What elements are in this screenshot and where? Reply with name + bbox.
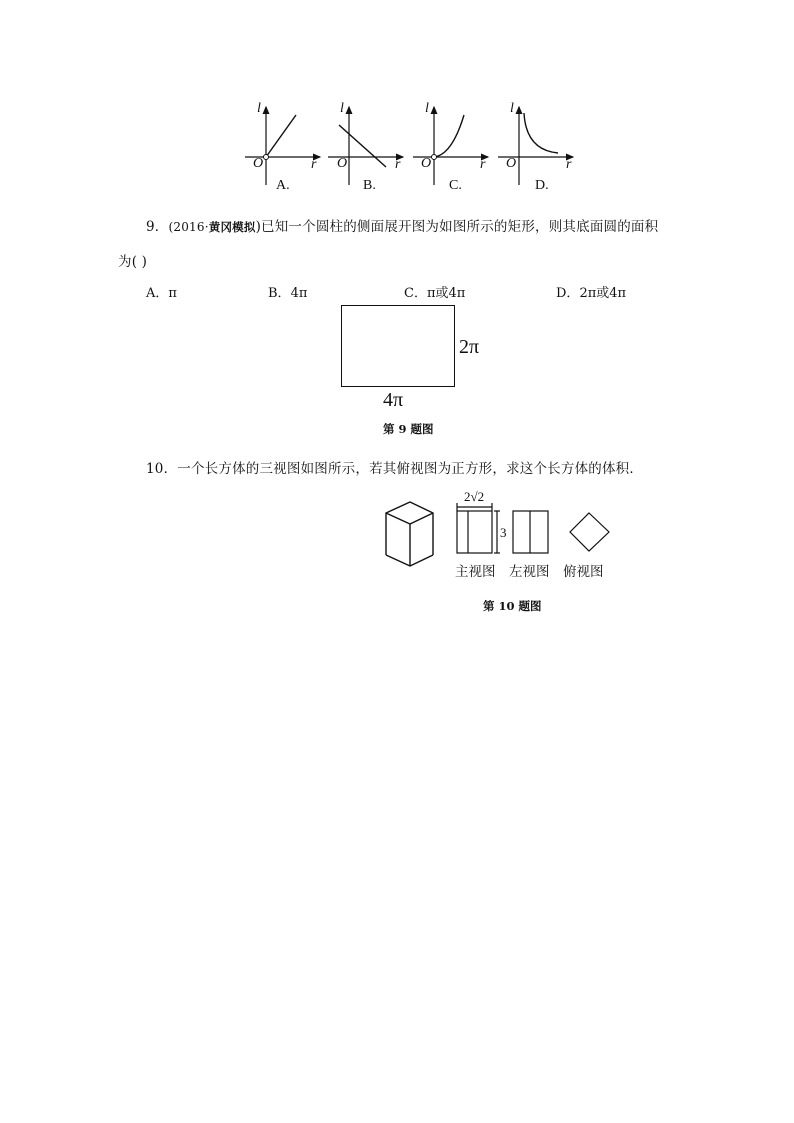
q9-line1	[146, 215, 658, 235]
graph-c	[413, 107, 488, 185]
q9-option-c: C．π或4π	[404, 286, 466, 301]
q10-number: 10．	[146, 461, 178, 477]
q9-source-place: 黄冈模拟	[208, 220, 256, 234]
q9-rect-width-label: 4π	[383, 389, 404, 411]
q9-text-line2: 为( )	[118, 254, 148, 270]
top-view-drawing	[570, 513, 609, 551]
q9-option-b: B．4π	[268, 286, 308, 301]
q9-number: 9．	[146, 219, 169, 235]
q10-line	[146, 457, 643, 477]
graph-a-label: A.	[276, 178, 290, 193]
q10-top-view-label: 俯视图	[563, 564, 604, 580]
graph-a	[245, 107, 320, 185]
graph-d	[498, 107, 573, 185]
graph-c-axis-r: r	[480, 157, 486, 172]
graph-b-axis-l: l	[340, 101, 344, 116]
graph-c-label: C.	[449, 178, 462, 193]
graph-d-axis-r: r	[566, 157, 572, 172]
q10-text: 一个长方体的三视图如图所示，若其俯视图为正方形，求这个长方体的体积．	[177, 461, 644, 477]
q9-option-d: D．2π或4π	[556, 286, 627, 301]
q9-option-a: A．π	[146, 286, 177, 301]
graph-c-origin: O	[421, 156, 432, 171]
graph-b-origin: O	[337, 156, 348, 171]
q9-rectangle	[341, 305, 455, 387]
q10-dim-width: 2√2	[464, 489, 485, 504]
graph-a-origin: O	[253, 156, 264, 171]
q9-text-line1: 已知一个圆柱的侧面展开图为如图所示的矩形，则其底面圆的面积	[261, 219, 659, 235]
graph-b-axis-r: r	[395, 157, 401, 172]
graph-d-label: D.	[535, 178, 549, 193]
graph-b-label: B.	[363, 178, 376, 193]
graph-d-origin: O	[506, 156, 517, 171]
graph-d-axis-l: l	[510, 101, 514, 116]
q9-source-open: (2016·	[168, 220, 209, 234]
q10-front-view-label: 主视图	[455, 564, 496, 580]
graph-b	[328, 107, 403, 185]
left-view-drawing	[513, 511, 548, 553]
q10-dim-height: 3	[500, 525, 507, 540]
graph-a-axis-r: r	[311, 157, 317, 172]
q9-source-close: )	[255, 219, 262, 235]
graph-a-axis-l: l	[257, 101, 261, 116]
q10-caption: 第 10 题图	[483, 599, 542, 613]
q9-rect-height-label: 2π	[459, 336, 480, 358]
front-view-drawing	[457, 503, 500, 553]
q10-left-view-label: 左视图	[509, 564, 550, 580]
graph-c-axis-l: l	[425, 101, 429, 116]
box-3d-drawing	[386, 502, 433, 566]
q9-caption: 第 9 题图	[383, 422, 434, 436]
